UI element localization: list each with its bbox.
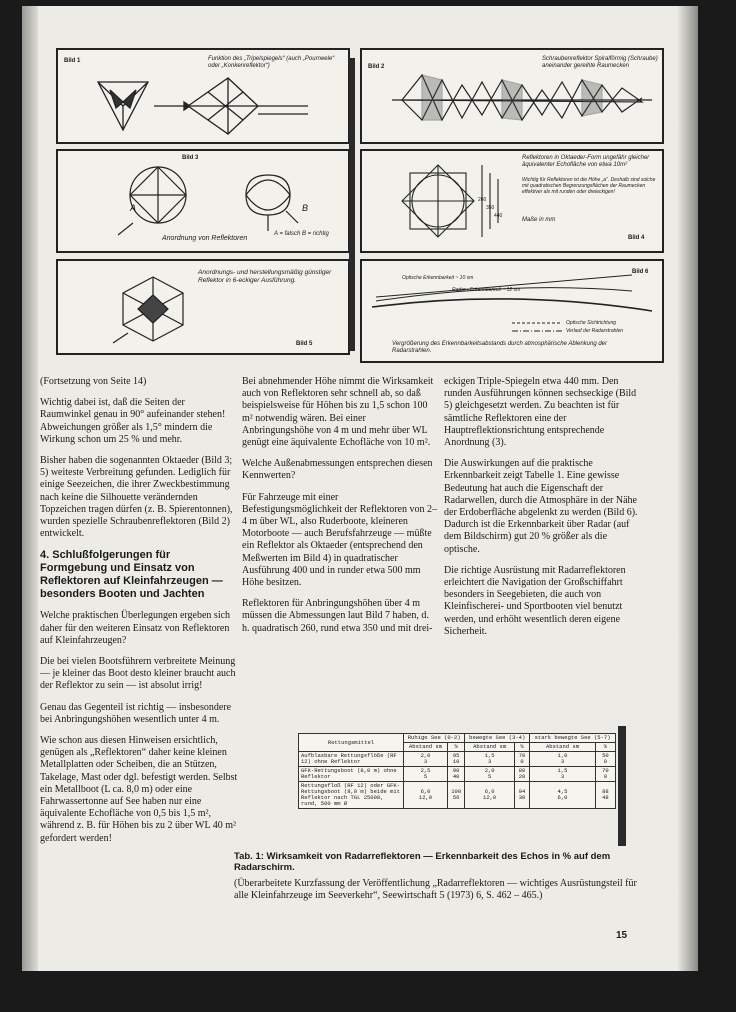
- divider-bar: [349, 58, 355, 351]
- paragraph: Die richtige Ausrüstung mit Radarreflektoren erleichtert die Navigation der Großschiffahrt besonders in Seegebieten, die auch von Kleinfischerei- und Sportbooten viel benutzt werden, und erhöht wesentlich deren eigene Sicherheit.: [444, 564, 626, 637]
- table-cell: 2,0 3: [404, 752, 448, 767]
- table-subheader: Abstand sm: [530, 743, 596, 752]
- paragraph: eckigen Triple-Spiegeln etwa 440 mm. Den runden Ausführungen können sechseckige (Bild 5) gleichgesetzt werden. Zu beachten ist für sämtliche Reflektoren eine der Hauptreflektionsrichtung entsprechende Anordnung (3).: [444, 376, 637, 449]
- screw-reflector-drawing: [362, 50, 662, 142]
- paragraph: Die Auswirkungen auf die praktische Erkennbarkeit zeigt Tabelle 1. Eine gewisse Bedeutung hat auch die Eigenschaft der Radarwellen, durch die Atmosphäre in der Nähe der Erdoberfläche abgelenkt zu werden (Bild 6). Dadurch ist die Erkennbarkeit über Radar (auf dem Bildschirm) gut 20 % größer als die optische.: [444, 458, 638, 555]
- figure-label: Bild 6: [632, 269, 649, 275]
- table-cell: 1,5 3: [530, 767, 596, 782]
- figure-legend: A = falsch B = richtig: [274, 231, 329, 237]
- table-row: [299, 767, 616, 782]
- octahedron-reflector-drawing: [362, 151, 662, 251]
- text-column-3: [444, 376, 640, 647]
- book-page: [22, 6, 698, 971]
- figure-bild-3: [56, 149, 350, 253]
- figure-caption: Anordnung von Reflektoren: [162, 235, 248, 242]
- table-row: [299, 752, 616, 767]
- table-cell: 100 56: [448, 782, 465, 809]
- paragraph: Welche praktischen Überlegungen ergeben sich daher für den weiteren Einsatz von Reflektoren auf Kleinfahrzeugen?: [40, 610, 231, 646]
- paragraph: Genau das Gegenteil ist richtig — insbesondere bei Anbringungshöhen wesentlich unter 4 m.: [40, 701, 232, 725]
- table-header: bewegte See (3-4): [465, 734, 530, 743]
- table-cell: 6,0 12,0: [465, 782, 515, 809]
- table-cell: 90 40: [448, 767, 465, 782]
- table-cell: 6,0 12,0: [404, 782, 448, 809]
- optical-range-label: Optische Erkennbarkeit ~ 10 sm: [402, 275, 474, 281]
- paragraph: Wichtig dabei ist, daß die Seiten der Raumwinkel genau in 90° aufeinander stehen! Abweichungen größer als 1,5° mindern die Wirkung schon um 25 % und mehr.: [40, 397, 226, 445]
- book-spine: [22, 6, 38, 971]
- table-header: stark bewegte See (5-7): [530, 734, 616, 743]
- radar-range-label: Radar - Erkennbarkeit ~ 12 sm: [452, 287, 521, 293]
- table-header: Rettungsmittel: [299, 734, 404, 752]
- triple-mirror-drawing: [58, 50, 348, 142]
- section-heading: 4. Schlußfolgerungen für Formgebung und Einsatz von Reflektoren auf Kleinfahrzeugen — besonders Booten und Jachten: [40, 549, 223, 601]
- dimension-label: 440: [494, 213, 503, 219]
- continuation-note: (Fortsetzung von Seite 14): [40, 376, 147, 387]
- page-number: 15: [616, 930, 628, 941]
- legend-optical: Optische Sichtrichtung: [566, 320, 617, 326]
- table-cell: 80 20: [514, 767, 529, 782]
- text-column-1: [40, 376, 238, 854]
- paragraph: Welche Außenabmessungen entsprechen diesen Kennwerten?: [242, 458, 433, 482]
- figure-label: Bild 2: [368, 64, 385, 70]
- table-cell: 70 0: [595, 767, 615, 782]
- figure-caption: Schraubenreflektor Spiralförmig (Schraube) aneinander gereihte Raumecken: [542, 56, 658, 69]
- source-note: (Überarbeitete Kurzfassung der Veröffentlichung „Radarreflektoren — wichtiges Ausrüstungsteil für alle Kleinfahrzeuge im Seeverkehr“, Seewirtschaft 5 (1973) 6, S. 462 – 465.): [234, 878, 637, 901]
- table-subheader: %: [514, 743, 529, 752]
- table-cell: 94 30: [514, 782, 529, 809]
- table-cell: 88 48: [595, 782, 615, 809]
- table-row: [299, 782, 616, 809]
- paragraph: Bei abnehmender Höhe nimmt die Wirksamkeit auch von Reflektoren sehr schnell ab, so daß beispielsweise für Höhen bis zu 1,5 schon 100 m² notwendig wären. Bei einer Anbringungshöhe von 4 m und mehr über WL genügt eine äquivalente Echofläche von 10 m².: [242, 376, 434, 449]
- table-header: Ruhige See (0-2): [404, 734, 465, 743]
- table-cell: 1,5 3: [465, 752, 515, 767]
- figure-caption: Anordnungs- und herstellungsmäßig günstiger Reflektor in 6-eckiger Ausführung.: [198, 269, 332, 284]
- table-cell: Rettungsfloß (RF 12) oder GFK-Rettungsboot (8,0 m) beide mit Reflektor nach TGL 25008, rund, 500 mm Ø: [299, 782, 404, 809]
- figure-label: Bild 1: [64, 58, 81, 64]
- paragraph: Reflektoren für Anbringungshöhen über 4 m müssen die Abmessungen laut Bild 7 haben, d. h. quadratisch 260, rund etwa 350 und mit drei-: [242, 598, 433, 634]
- figure-caption: Funktion des „Tripelspiegels“ (auch „Pourneele“ oder „Konkenreflektor“): [208, 56, 335, 69]
- table-cell: Aufblasbare Rettungsflöße (RF 12) ohne Reflektor: [299, 752, 404, 767]
- figure-bild-6: [360, 259, 664, 363]
- page-edge: [678, 6, 698, 971]
- figure-bild-2: [360, 48, 664, 144]
- table-subheader: %: [595, 743, 615, 752]
- table-side-bar: [618, 726, 626, 846]
- dimension-label: 260: [478, 197, 487, 203]
- table-caption: Tab. 1: Wirksamkeit von Radarreflektoren — Erkennbarkeit des Echos in % auf dem Radarschirm.: [234, 851, 611, 873]
- figure-bild-1: [56, 48, 350, 144]
- table-cell: 4,5 6,0: [530, 782, 596, 809]
- dimension-label: 350: [486, 205, 495, 211]
- figure-caption: Reflektoren in Oktaeder-Form ungefähr gleicher äquivalenter Echofläche von etwa 10m²: [522, 155, 650, 168]
- table-cell: 50 0: [595, 752, 615, 767]
- legend-radar: Verlauf der Radarstrahlen: [566, 328, 624, 334]
- table-header-row: [299, 734, 616, 743]
- figure-bild-4: [360, 149, 664, 253]
- figure-label: Bild 5: [296, 341, 313, 347]
- table-cell: GFK-Rettungsboot (8,0 m) ohne Reflektor: [299, 767, 404, 782]
- figure-caption: Vergrößerung des Erkennbarkeitsabstands durch atmosphärische Ablenkung der Radarstrahlen.: [392, 341, 608, 354]
- table-subheader: %: [448, 743, 465, 752]
- label-a: A: [130, 203, 137, 213]
- paragraph: Die bei vielen Bootsführern verbreitete Meinung — je kleiner das Boot desto kleiner braucht auch der Reflektor zu sein — ist absolut irrig!: [40, 656, 236, 692]
- figure-label: Bild 3: [182, 155, 199, 161]
- figure-label: Bild 4: [628, 235, 645, 241]
- table-subheader: Abstand sm: [404, 743, 448, 752]
- units-note: Maße in mm: [522, 217, 556, 223]
- figure-bild-5: [56, 259, 350, 355]
- table-cell: 2,5 5: [404, 767, 448, 782]
- table-cell: 70 0: [514, 752, 529, 767]
- paragraph: Für Fahrzeuge mit einer Befestigungsmöglichkeit der Reflektoren von 2–4 m über WL, also Ruderboote, kleineren Motorboote — auch Berufsfahrzeuge — müßte ein Reflektor als Oktaeder (entsprechend den Meßwerten im Bild 4) in quadratischer Ausführung 400 und in runder etwa 500 mm Höhe besitzen.: [242, 491, 437, 589]
- text-column-2: [242, 376, 438, 644]
- label-b: B: [302, 203, 309, 213]
- table-cell: 1,0 3: [530, 752, 596, 767]
- paragraph: Bisher haben die sogenannten Oktaeder (Bild 3; 5) weiteste Verbreitung gefunden. Lediglich für einige Seezeichen, die ihrer Zweckbestimmung nach keine die Silhouette verändernden Topzeichen tragen dürfen (z. B. Spierentonnen), wurden spezielle Schraubenreflektoren (Bild 2) entwickelt.: [40, 455, 233, 540]
- hexagonal-reflector-drawing: [58, 261, 348, 353]
- table-cell: 95 10: [448, 752, 465, 767]
- results-table: [298, 733, 616, 809]
- table-cell: 2,0 5: [465, 767, 515, 782]
- figure-note: Wichtig für Reflektoren ist die Höhe „a“. Deshalb sind solche mit quadratischen Begrenzungsflächen der Raumecken effektiver als mit runden oder dreieckigen!: [522, 177, 656, 195]
- paragraph: Wie schon aus diesen Hinweisen ersichtlich, genügen als „Reflektoren“ daher keine kleinen Metallplatten oder Scheiben, die an Stützen, Takelage, Mast oder dgl. befestigt werden. Selbst ein Metallboot (L ca. 8,0 m) oder eine Fahrwassertonne auf See haben nur eine äquivalente Echofläche von 0,5 bis 1,5 m², während z. B. für Höhen bis zu 2 über WL 40 m² gefordert werden!: [40, 735, 238, 844]
- table-subheader: Abstand sm: [465, 743, 515, 752]
